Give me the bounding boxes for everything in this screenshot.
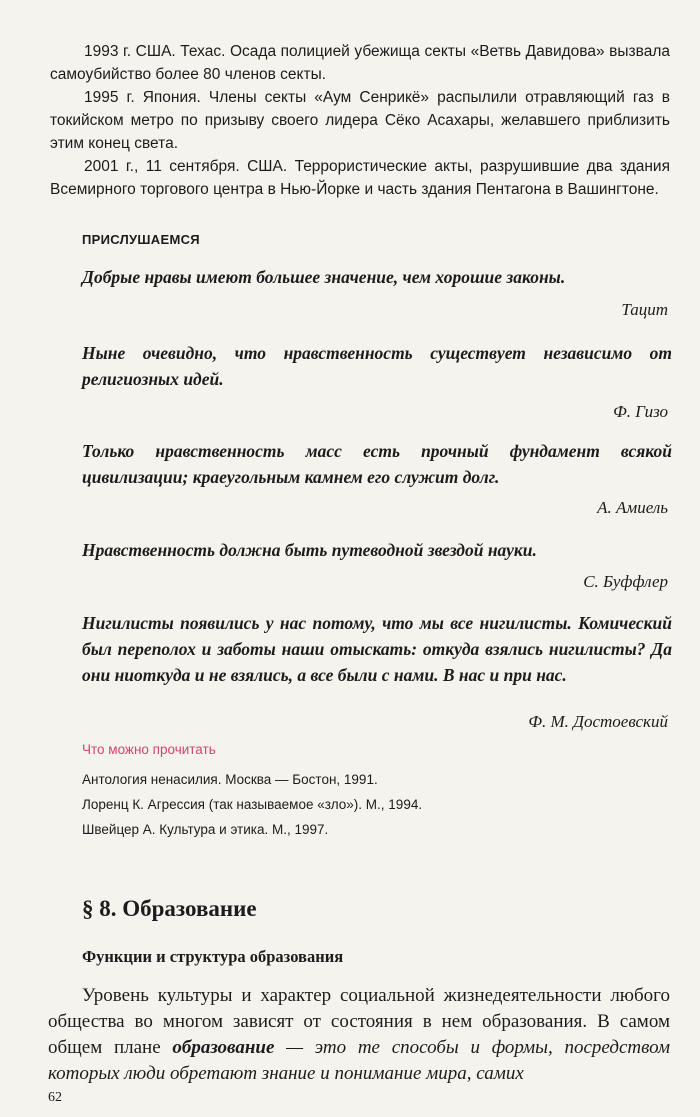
section-title: § 8. Образование bbox=[82, 896, 257, 921]
quote-text: Добрые нравы имеют большее значение, чем хорошие законы. bbox=[82, 267, 566, 287]
page-number: 62 bbox=[48, 1090, 62, 1105]
body-definition: — это те способы и формы, посредством которых люди обретают знание и понимание мира, самих bbox=[48, 1037, 671, 1084]
chronology-entry: 1995 г. Япония. Члены секты «Аум Сенрикё» распылили отравляющий газ в токийском метро по призыву своего лидера Сёко Асахары, желавшего приблизить этим конец света. bbox=[50, 89, 670, 152]
reading-item: Лоренц К. Агрессия (так называемое «зло»). М., 1994. bbox=[82, 797, 423, 812]
chronology-entry: 2001 г., 11 сентября. США. Террористические акты, разрушившие два здания Всемирного торгового центра в Нью-Йорке и часть здания Пентагона в Вашингтоне. bbox=[50, 158, 670, 198]
quote-author: С. Буффлер bbox=[583, 572, 668, 591]
quote-author: А. Амиель bbox=[597, 498, 668, 517]
quote-text: Ныне очевидно, что нравственность существует независимо от религиозных идей. bbox=[82, 343, 672, 389]
quote-author: Ф. М. Достоевский bbox=[528, 712, 668, 731]
quote-text: Нравственность должна быть путеводной звездой науки. bbox=[82, 540, 537, 560]
term-education: образование bbox=[172, 1037, 275, 1058]
quote-text: Только нравственность масс есть прочный фундамент всякой цивилизации; краеугольным камнем его служит долг. bbox=[82, 441, 672, 487]
chronology bbox=[50, 40, 670, 201]
listen-heading: ПРИСЛУШАЕМСЯ bbox=[82, 232, 200, 247]
body-intro: Уровень культуры и характер социальной жизнедеятельности любого общества во многом зависят от состояния в нем образования. В самом общем плане bbox=[48, 985, 670, 1058]
chronology-entry: 1993 г. США. Техас. Осада полицией убежища секты «Ветвь Давидова» вызвала самоубийство более 80 членов секты. bbox=[50, 43, 670, 83]
reading-item: Швейцер А. Культура и этика. М., 1997. bbox=[82, 822, 329, 837]
quote-author: Тацит bbox=[621, 300, 668, 319]
reading-item: Антология ненасилия. Москва — Бостон, 1991. bbox=[82, 772, 378, 787]
body-paragraph bbox=[48, 983, 670, 1087]
quote-text: Нигилисты появились у нас потому, что мы все нигилисты. Комический был переполох и заботы наши отыскать: откуда взялись нигилисты? Да они ниоткуда и не взялись, а все были с нами. В нас и при нас. bbox=[82, 613, 672, 685]
reading-heading: Что можно прочитать bbox=[82, 742, 216, 757]
subsection-title: Функции и структура образования bbox=[82, 947, 344, 966]
quote-author: Ф. Гизо bbox=[613, 402, 668, 421]
